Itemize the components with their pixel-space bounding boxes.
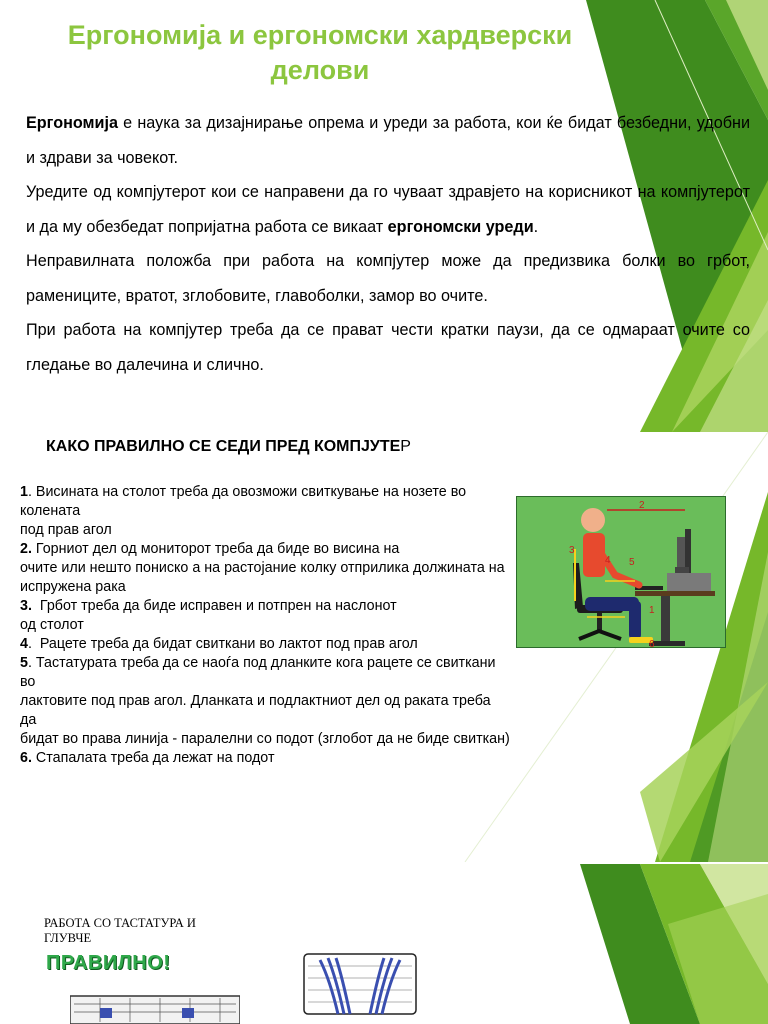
rule-separator [32, 598, 40, 614]
keyboard-illustration [70, 992, 240, 1024]
figure-label-1: 1 [649, 605, 655, 616]
posture-rule [20, 654, 510, 749]
posture-rule [20, 540, 510, 597]
period: . [533, 217, 539, 236]
person-shin [629, 601, 641, 639]
monitor-stand [675, 567, 689, 573]
person-head [581, 508, 605, 532]
section-heading [46, 438, 411, 456]
rule-text-line: лактовите под прав агол. Дланката и подлактниот дел од раката треба да [20, 693, 491, 728]
sitting-posture-illustration [516, 496, 726, 648]
chair-base [579, 631, 621, 639]
definition-paragraph [26, 106, 750, 175]
rule-separator: . [27, 636, 40, 652]
rule-text-line: од столот [20, 617, 84, 633]
devices-paragraph [26, 175, 750, 244]
figure-label-6: 6 [649, 639, 655, 647]
rule-text-line: очите или нешто пониско а на растојание колку отприлика должината на [20, 560, 505, 576]
rule-text-line: испружена рака [20, 579, 126, 595]
correct-label: ПРАВИЛНО! [46, 952, 171, 974]
definition-text: е наука за дизајнирање опрема и уреди за работа, кои ќе бидат безбедни, удобни и здрави за човекот. [26, 114, 750, 167]
figure-label-3: 3 [569, 545, 575, 556]
monitor-screen [685, 529, 691, 573]
page-title: Ергономија и ергономски хардверски делови [67, 20, 573, 85]
desk-top [635, 591, 715, 596]
breaks-paragraph: При работа на компјутер треба да се прават чести кратки паузи, да се одмараат очите со гледање во далечина и слично. [26, 321, 750, 374]
keyboard-mouse-caption: РАБОТА СО ТАСТАТУРА И ГЛУВЧЕ [44, 916, 196, 945]
figure-label-5: 5 [629, 557, 635, 568]
posture-rule [20, 635, 510, 654]
heading-text: КАКО ПРАВИЛНО СЕ СЕДИ ПРЕД КОМПЈУТЕ [46, 438, 401, 455]
rule-number: 5 [20, 655, 28, 671]
rule-number: 6. [20, 750, 32, 766]
intro-text [26, 106, 750, 382]
posture-rule [20, 483, 510, 540]
rule-text-line: бидат во права линија - паралелни со подот (зглобот да не биде свиткан) [20, 731, 510, 747]
rule-text-line: Рацете треба да бидат свиткани во лактот под прав агол [39, 636, 418, 652]
rule-separator: . [27, 484, 36, 500]
rule-text-line: Горниот дел од мониторот треба да биде во висина на [35, 541, 400, 557]
figure-label-2: 2 [639, 500, 645, 511]
rule-text-line: под прав агол [20, 522, 112, 538]
devices-text: Уредите од компјутерот кои се направени да го чуваат здравјето на корисникот на компјутерот и да му обезбедат попријатна работа се викаат [26, 183, 750, 236]
slide-sitting-posture [0, 432, 768, 862]
figure-label-4: 4 [605, 555, 611, 566]
rule-text-line: Стапалата треба да лежат на подот [35, 750, 275, 766]
term-ergonomic-devices: ергономски уреди [387, 217, 534, 236]
rule-separator: . [27, 655, 36, 671]
rule-text-line: Тастатурата треба да се наоѓа под дланките кога рацете се свиткани во [20, 655, 496, 690]
computer-case [667, 573, 711, 591]
slide-keyboard-mouse [0, 864, 768, 1024]
rule-text-line: Грбот треба да биде исправен и потпрен на наслонот [39, 598, 397, 614]
slide-ergonomics-intro [0, 0, 768, 432]
rule-number: 4 [20, 636, 28, 652]
rule-number: 1 [20, 484, 28, 500]
posture-paragraph: Неправилната положба при работа на компјутер може да предизвика болки во грбот, рамениците, вратот, зглобовите, главоболки, замор во очите. [26, 252, 750, 305]
rule-number: 3. [20, 598, 32, 614]
posture-rule [20, 597, 510, 635]
rule-number: 2. [20, 541, 32, 557]
rule-text-line: Висината на столот треба да овозможи свиткување на нозете во колената [20, 484, 467, 519]
typing-hands-illustration [300, 950, 420, 1024]
heading-last-letter: Р [400, 438, 411, 455]
term-ergonomics: Ергономија [26, 114, 118, 132]
posture-rules-list [20, 483, 510, 768]
desk-leg [661, 596, 670, 646]
posture-rule [20, 749, 510, 768]
